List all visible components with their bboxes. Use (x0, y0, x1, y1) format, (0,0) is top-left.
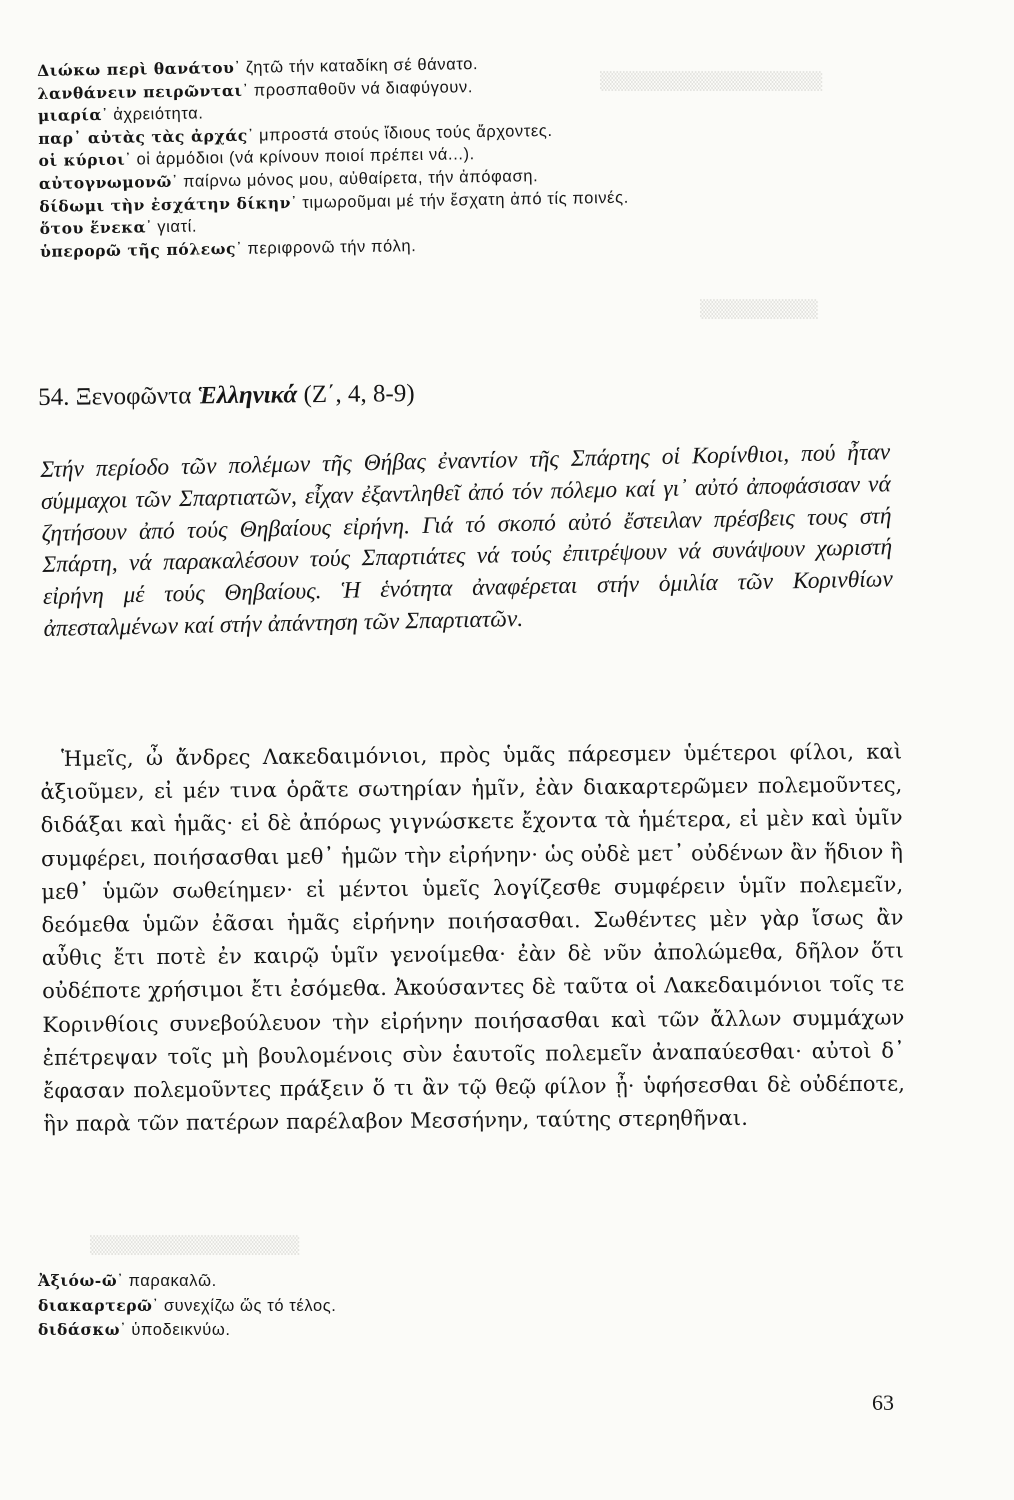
glossary-term: μιαρία (37, 105, 103, 126)
glossary-entry: μιαρία᾽ ἀχρειότητα. (37, 104, 204, 126)
glossary-term: ὅτου ἕνεκα (39, 217, 147, 239)
section-author: Ξενοφῶντα (75, 382, 192, 411)
bleed-through-shadow: ▒▒▒▒▒▒▒▒▒▒▒▒▒▒▒▒▒ (600, 72, 823, 92)
glossary-entry: οἱ κύριοι᾽ οἱ ἁρμόδιοι (νά κρίνουν ποιοί πρέπει νά...). (38, 145, 475, 171)
glossary-definition: μπροστά στούς ἴδιους τούς ἄρχοντες. (258, 121, 553, 145)
glossary-term: οἱ κύριοι (38, 150, 126, 171)
glossary-term: Ἀξιόω-ῶ (38, 1271, 118, 1290)
ancient-greek-passage (40, 735, 905, 1141)
glossary-entry: αὐτογνωμονῶ᾽ παίρνω μόνος μου, αὐθαίρετα, τήν ἀπόφαση. (38, 167, 539, 193)
glossary-term: λανθάνειν πειρῶνται (37, 80, 243, 103)
glossary-definition: ὑποδεικνύω. (131, 1321, 231, 1339)
glossary-definition: προσπαθοῦν νά διαφύγουν. (253, 77, 474, 100)
glossary-bottom (38, 1269, 337, 1343)
glossary-definition: συνεχίζω ὥς τό τέλος. (163, 1296, 337, 1315)
section-number: 54. (38, 383, 70, 411)
glossary-definition: ἀχρειότητα. (113, 104, 204, 124)
glossary-definition: παρακαλῶ. (128, 1272, 217, 1290)
glossary-entry: ὅτου ἕνεκα᾽ γιατί. (39, 217, 198, 239)
glossary-term: διδάσκω (38, 1320, 121, 1339)
bleed-through-shadow: ▒▒▒▒▒▒▒▒▒ (700, 300, 818, 320)
glossary-definition: οἱ ἁρμόδιοι (νά κρίνουν ποιοί πρέπει νά...). (136, 145, 475, 169)
glossary-definition: περιφρονῶ τήν πόλη. (247, 236, 417, 258)
glossary-definition: ζητῶ τήν καταδίκη σέ θάνατο. (245, 55, 479, 77)
glossary-entry: Διώκω περὶ θανάτου᾽ ζητῶ τήν καταδίκη σέ θάνατο. (37, 55, 479, 80)
glossary-entry: παρ᾽ αὐτὰς τὰς ἀρχάς᾽ μπροστά στούς ἴδιους τούς ἄρχοντες. (38, 121, 553, 148)
glossary-entry: Ἀξιόω-ῶ᾽ παρακαλῶ. (38, 1271, 217, 1290)
section-work-title: Ἑλληνικά (197, 381, 298, 410)
section-reference: (Ζ΄, 4, 8-9) (303, 380, 415, 409)
glossary-definition: τιμωροῦμαι μέ τήν ἔσχατη ἀπό τίς ποινές. (302, 188, 629, 212)
glossary-definition: γιατί. (157, 217, 198, 237)
page-number: 63 (872, 1390, 894, 1415)
bleed-through-shadow: ▒▒▒▒▒▒▒▒▒▒▒▒▒▒▒▒ (90, 1236, 300, 1256)
glossary-term: αὐτογνωμονῶ (38, 171, 173, 193)
glossary-entry: ὑπερορῶ τῆς πόλεως᾽ περιφρονῶ τήν πόλη. (39, 236, 417, 261)
intro-paragraph: Στήν περίοδο τῶν πολέμων τῆς Θήβας ἐναντίον τῆς Σπάρτης οἱ Κορίνθιοι, πού ἦταν σύμμαχοι τῶν Σπαρτιατῶν, εἶχαν ἐξαντληθεῖ ἀπό τόν πόλεμο καί γι᾽ αὐτό ἀποφάσισαν νά ζητήσουν ἀπό τούς Θηβαίους εἰρήνη. Γιά τό σκοπό αὐτό ἔστειλαν πρέσβεις τους στή Σπάρτη, νά παρακαλέσουν τούς Σπαρτιάτες νά τούς ἐπιτρέψουν νά συνάψουν χωριστή εἰρήνη μέ τούς Θηβαίους. Ἡ ἑνότητα ἀναφέρεται στήν ὁμιλία τῶν Κορινθίων ἀπεσταλμένων καί στήν ἀπάντηση τῶν Σπαρτιατῶν. (40, 439, 894, 642)
glossary-term: Διώκω περὶ θανάτου (37, 57, 235, 80)
section-heading (38, 380, 415, 412)
glossary-top (37, 51, 630, 264)
glossary-entry: λανθάνειν πειρῶνται᾽ προσπαθοῦν νά διαφύγουν. (37, 77, 474, 103)
glossary-term: ὑπερορῶ τῆς πόλεως (39, 238, 237, 261)
glossary-entry: δίδωμι τὴν ἐσχάτην δίκην᾽ τιμωροῦμαι μέ τήν ἔσχατη ἀπό τίς ποινές. (39, 188, 629, 216)
glossary-entry: διδάσκω᾽ ὑποδεικνύω. (38, 1320, 231, 1339)
glossary-term: διακαρτερῶ (38, 1295, 153, 1315)
glossary-term: δίδωμι τὴν ἐσχάτην δίκην (39, 192, 292, 216)
passage-paragraph: Ἡμεῖς, ὦ ἄνδρες Λακεδαιμόνιοι, πρὸς ὑμᾶς πάρεσμεν ὑμέτεροι φίλοι, καὶ ἀξιοῦμεν, εἰ μέν τινα ὁρᾶτε σωτηρίαν ἡμῖν, ἐὰν διακαρτερῶμεν πολεμοῦντες, διδάξαι καὶ ἡμᾶς· εἰ δὲ ἀπόρως γιγνώσκετε ἔχοντα τὰ ἡμέτερα, εἰ μὲν καὶ ὑμῖν συμφέρει, ποιήσασθαι μεθ᾽ ἡμῶν τὴν εἰρήνην· ὡς οὐδὲ μετ᾽ οὐδένων ἂν ἥδιον ἢ μεθ᾽ ὑμῶν σωθείημεν· εἰ μέντοι ὑμεῖς λογίζεσθε συμφέρειν ὑμῖν πολεμεῖν, δεόμεθα ὑμῶν ἐᾶσαι ἡμᾶς εἰρήνην ποιήσασθαι. Σωθέντες μὲν γὰρ ἴσως ἂν αὖθις ἔτι ποτὲ ἐν καιρῷ ὑμῖν γενοίμεθα· ἐὰν δὲ νῦν ἀπολώμεθα, δῆλον ὅτι οὐδέποτε χρήσιμοι ἔτι ἐσόμεθα. Ἀκούσαντες δὲ ταῦτα οἱ Λακεδαιμόνιοι τοῖς τε Κορινθίοις συνεβούλευον τὴν εἰρήνην ποιήσασθαι καὶ τῶν ἄλλων συμμάχων ἐπέτρεψαν τοῖς μὴ βουλομένοις σὺν ἑαυτοῖς πολεμεῖν ἀναπαύεσθαι· αὐτοὶ δ᾽ ἔφασαν πολεμοῦντες πράξειν ὅ τι ἂν τῷ θεῷ φίλον ᾖ· ὑφήσεσθαι δὲ οὐδέποτε, ἣν παρὰ τῶν πατέρων παρέλαβον Μεσσήνην, ταύτης στερηθῆναι. (40, 739, 906, 1137)
glossary-definition: παίρνω μόνος μου, αὐθαίρετα, τήν ἀπόφαση. (183, 167, 539, 191)
glossary-entry: διακαρτερῶ᾽ συνεχίζω ὥς τό τέλος. (38, 1295, 337, 1315)
glossary-term: παρ᾽ αὐτὰς τὰς ἀρχάς (38, 125, 248, 148)
